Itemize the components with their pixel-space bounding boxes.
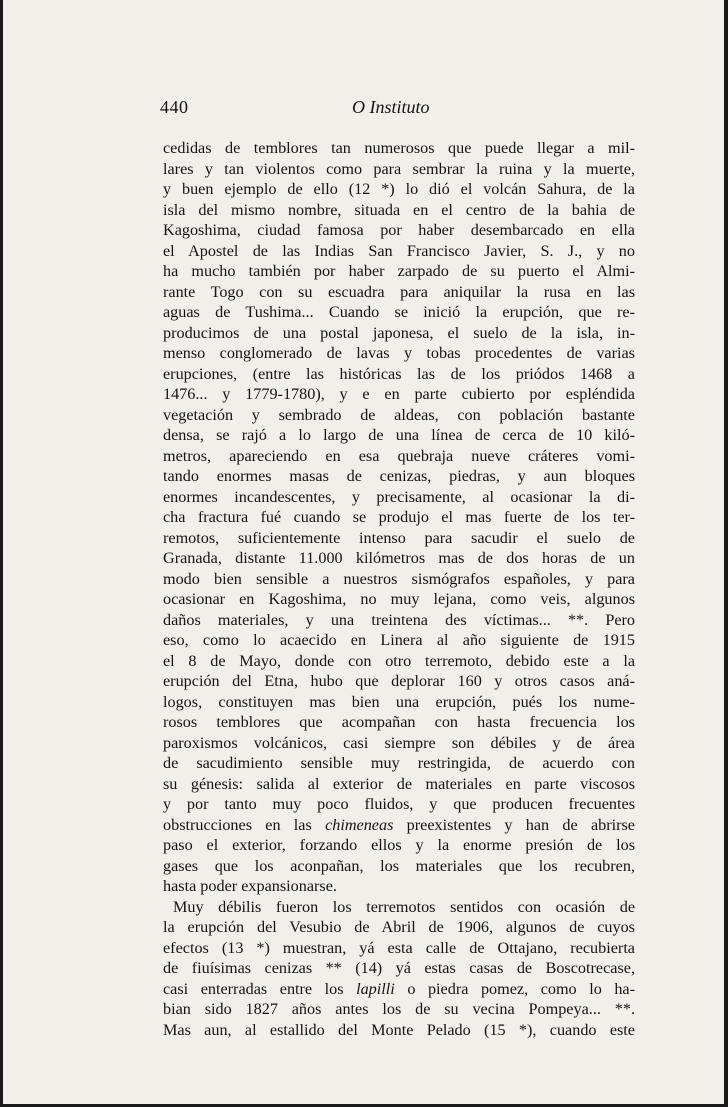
text-line: modo bien sensible a nuestros sismógrafos españoles, y para [163,569,635,588]
text-line: ocasionar en Kagoshima, no muy lejana, como veis, algunos [163,590,635,608]
text-line: la erupción del Vesubio de Abril de 1906, algunos de cuyos [163,918,635,936]
text-line: Mas aun, al estallido del Monte Pelado (15 *), cuando este [163,1020,635,1039]
text-line: producimos de una postal japonesa, el suelo de la isla, in- [163,323,635,342]
text-line: enormes incandescentes, y precisamente, al ocasionar la di- [163,487,635,506]
text-line: paso el exterior, forzando ellos y la enorme presión de los [163,836,635,854]
text-line: cedidas de temblores tan numerosos que puede llegar a mil- [163,139,635,157]
text-line: Granada, distante 11.000 kilómetros mas de dos horas de un [163,549,635,567]
page-header [160,97,640,119]
paragraph-end-line: hasta poder expansionarse. [163,877,337,895]
text-line: cha fractura fué cuando se produjo el mas fuerte de los ter- [163,508,635,526]
text-segment: o piedra pomez, como lo ha- [407,979,635,998]
italic-term: chimeneas [325,815,394,834]
text-line: remotos, suficientemente intenso para sacudir el suelo de [163,528,635,547]
text-line: paroxismos volcánicos, casi siempre son débiles y de área [163,733,635,752]
text-line: gases que los aconpañan, los materiales que los recubren, [163,856,635,875]
text-line: bian sido 1827 años antes los de su vecina Pompeya... **. [163,1000,635,1018]
text-line: y buen ejemplo de ello (12 *) lo dió el volcán Sahura, de la [163,180,635,198]
text-line: logos, constituyen mas bien una erupción, pués los nume- [163,692,635,711]
text-line: de fiuísimas cenizas ** (14) yá estas casas de Boscotrecase, [163,959,635,977]
text-line: el Apostel de las Indias San Francisco Javier, S. J., y no [163,241,635,260]
text-line: de sacudimiento sensible muy restringida, de acuerdo con [163,754,635,772]
text-line: erupción del Etna, hubo que deplorar 160 y otros casos aná- [163,672,635,690]
text-line: lares y tan violentos como para sembrar la ruina y la muerte, [163,159,635,178]
text-line: efectos (13 *) muestran, yá esta calle de Ottajano, recubierta [163,938,635,957]
text-line: vegetación y sembrado de aldeas, con población bastante [163,405,635,424]
text-line: rosos temblores que acompañan con hasta frecuencia los [163,713,635,731]
text-segment: obstrucciones en las [163,815,312,834]
text-line: isla del mismo nombre, situada en el centro de la bahia de [163,200,635,219]
paragraph-start-line: Muy débilis fueron los terremotos sentidos con ocasión de [173,897,635,916]
text-line: eso, como lo acaecido en Linera al año siguiente de 1915 [163,631,635,649]
body-text [163,138,635,1040]
text-line: rante Togo con su escuadra para aniquilar la rusa en las [163,282,635,301]
italic-term: lapilli [356,979,395,998]
text-line-with-italic [163,815,635,836]
text-line: su génesis: salida al exterior de materiales en parte viscosos [163,774,635,793]
text-line: menso conglomerado de lavas y tobas procedentes de varias [163,344,635,362]
text-line-with-italic [163,979,635,1000]
text-line: el 8 de Mayo, donde con otro terremoto, debido este a la [163,651,635,670]
text-line: aguas de Tushima... Cuando se inició la erupción, que re- [163,303,635,321]
text-line: ha mucho también por haber zarpado de su puerto el Almi- [163,262,635,280]
text-line: y por tanto muy poco fluidos, y que producen frecuentes [163,795,635,813]
text-line: densa, se rajó a lo largo de una línea de cerca de 10 kiló- [163,426,635,444]
running-title: O Instituto [352,97,430,117]
text-line: 1476... y 1779-1780), y e en parte cubierto por espléndida [163,385,635,403]
text-line: Kagoshima, ciudad famosa por haber desembarcado en ella [163,221,635,239]
text-line: metros, apareciendo en esa quebraja nueve cráteres vomi- [163,446,635,465]
text-line: erupciones, (entre las históricas las de los priódos 1468 a [163,364,635,383]
text-segment: preexistentes y han de abrirse [406,815,635,834]
text-line: daños materiales, y una treintena des víctimas... **. Pero [163,610,635,629]
text-line: tando enormes masas de cenizas, piedras, y aun bloques [163,467,635,485]
text-segment: casi enterradas entre los [163,979,344,998]
page-number: 440 [160,97,189,117]
